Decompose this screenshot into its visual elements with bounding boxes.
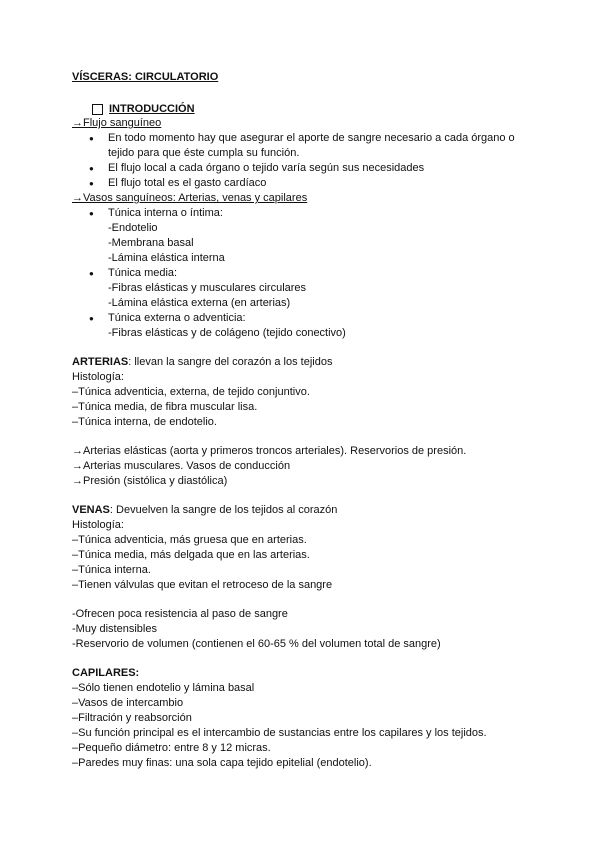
- tunicas-list: [72, 206, 542, 221]
- list-item: ● Túnica externa o adventicia:: [72, 311, 542, 326]
- arterias-histologia: Histología:: [72, 371, 124, 383]
- tunica-subitem: -Endotelio: [108, 222, 158, 234]
- text-line: –Tienen válvulas que evitan el retroceso de la sangre: [72, 579, 333, 591]
- tunica-subitem: -Lámina elástica interna: [108, 252, 225, 264]
- text-line: -Muy distensibles: [72, 623, 157, 635]
- intro-heading: [92, 102, 542, 116]
- text-line: –Sólo tienen endotelio y lámina basal: [72, 682, 255, 694]
- text-line: →Arterias elásticas (aorta y primeros troncos arteriales). Reservorios de presión.: [72, 445, 467, 457]
- text-line: –Pequeño diámetro: entre 8 y 12 micras.: [72, 742, 271, 754]
- venas-heading: VENAS: Devuelven la sangre de los tejidos al corazón: [72, 504, 338, 516]
- text-line: –Túnica adventicia, más gruesa que en arterias.: [72, 534, 307, 546]
- document-page: [72, 70, 542, 771]
- tunica-subitem: -Fibras elásticas y musculares circulares: [108, 282, 307, 294]
- text-line: –Su función principal es el intercambio de sustancias entre los capilares y los tejidos.: [72, 727, 487, 739]
- text-line: –Túnica interna, de endotelio.: [72, 416, 217, 428]
- flujo-list: [72, 131, 542, 191]
- text-line: -Ofrecen poca resistencia al paso de sangre: [72, 608, 288, 620]
- flujo-heading: →Flujo sanguíneo: [72, 117, 162, 129]
- venas-histologia: Histología:: [72, 519, 124, 531]
- capilares-heading: CAPILARES:: [72, 667, 140, 679]
- list-item: ● En todo momento hay que asegurar el aporte de sangre necesario a cada órgano o tejido para que éste cumpla su función.: [72, 131, 542, 161]
- text-line: →Arterias musculares. Vasos de conducción: [72, 460, 291, 472]
- text-line: –Vasos de intercambio: [72, 697, 184, 709]
- list-item: ● El flujo local a cada órgano o tejido varía según sus necesidades: [72, 161, 542, 176]
- list-item: ● Túnica interna o íntima:: [72, 206, 542, 221]
- arterias-heading: ARTERIAS: llevan la sangre del corazón a los tejidos: [72, 356, 333, 368]
- list-item: ● El flujo total es el gasto cardíaco: [72, 176, 542, 191]
- tunica-subitem: -Fibras elásticas y de colágeno (tejido conectivo): [108, 327, 346, 339]
- list-item: ● Túnica media:: [72, 266, 542, 281]
- text-line: –Túnica interna.: [72, 564, 151, 576]
- tunica-subitem: -Lámina elástica externa (en arterias): [108, 297, 291, 309]
- vasos-heading: →Vasos sanguíneos: Arterias, venas y capilares: [72, 192, 308, 204]
- text-line: –Túnica media, de fibra muscular lisa.: [72, 401, 258, 413]
- text-line: →Presión (sistólica y diastólica): [72, 475, 228, 487]
- text-line: -Reservorio de volumen (contienen el 60-65 % del volumen total de sangre): [72, 638, 441, 650]
- checkbox-icon: [92, 104, 103, 115]
- text-line: –Paredes muy finas: una sola capa tejido epitelial (endotelio).: [72, 757, 372, 769]
- intro-heading-text: INTRODUCCIÓN: [109, 103, 195, 115]
- text-line: –Túnica adventicia, externa, de tejido conjuntivo.: [72, 386, 310, 398]
- text-line: –Filtración y reabsorción: [72, 712, 192, 724]
- text-line: –Túnica media, más delgada que en las arterias.: [72, 549, 310, 561]
- tunica-subitem: -Membrana basal: [108, 237, 194, 249]
- page-title: VÍSCERAS: CIRCULATORIO: [72, 71, 219, 83]
